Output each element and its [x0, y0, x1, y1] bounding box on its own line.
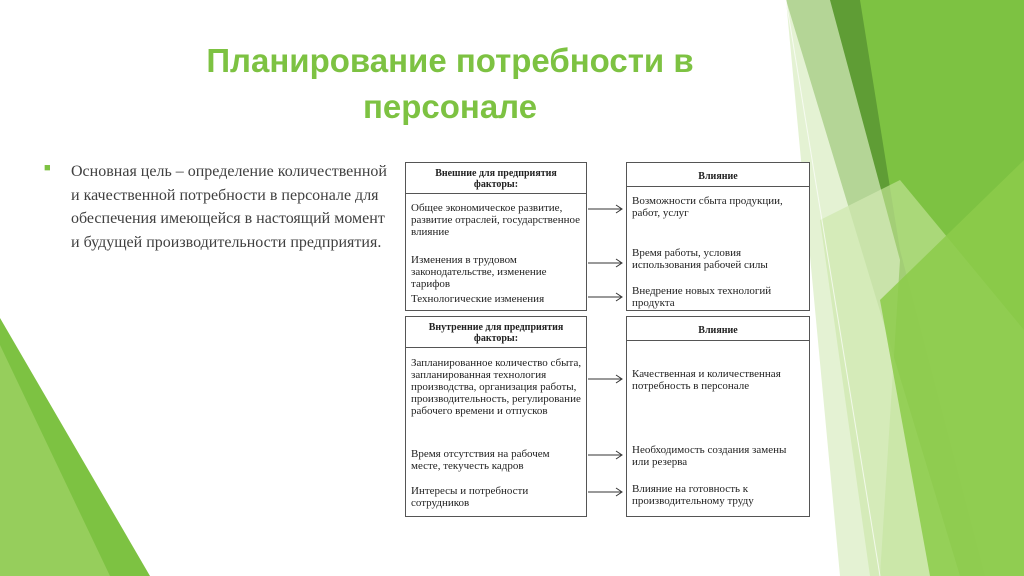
internal-influence-item: Необходимость создания замены или резерва: [632, 444, 787, 468]
external-factor-item: Изменения в трудовом законодательстве, изменение тарифов: [411, 254, 547, 290]
internal-influence-item: Влияние на готовность к производительному труду: [632, 483, 754, 507]
arrow-internal-3: [588, 486, 626, 498]
external-factor-item: Технологические изменения: [411, 293, 545, 305]
external-factor-item: Общее экономическое развитие, развитие отраслей, государственное влияние: [411, 202, 580, 238]
internal-influence-header: Влияние: [698, 325, 738, 336]
internal-factors-box: [405, 316, 587, 517]
arrow-external-2: [588, 257, 626, 269]
internal-factor-item: Интересы и потребности сотрудников: [411, 485, 529, 509]
bullet-text: Основная цель – определение количественной и качественной потребности в персонале для обеспечения имеющейся в настоящий момент и будущей производительности предприятия.: [71, 163, 387, 251]
external-influence-header: Влияние: [698, 171, 738, 182]
external-influence-item: Время работы, условия использования рабочей силы: [632, 247, 768, 271]
bullet-marker-icon: ■: [44, 162, 51, 174]
internal-influence-item: Качественная и количественная потребность в персонале: [632, 368, 781, 392]
external-factors-box: [405, 162, 587, 311]
internal-factors-header: Внутренние для предприятия факторы:: [428, 322, 564, 344]
internal-influence-box: [626, 316, 810, 517]
slide-title: Планирование потребности в персонале: [206, 42, 694, 125]
header-separator: [627, 340, 809, 341]
arrow-internal-1: [588, 373, 626, 385]
external-influence-item: Возможности сбыта продукции, работ, услуг: [632, 195, 783, 219]
header-separator: [406, 193, 586, 194]
arrow-external-1: [588, 203, 626, 215]
arrow-external-3: [588, 291, 626, 303]
header-separator: [406, 347, 586, 348]
external-factors-header: Внешние для предприятия факторы:: [435, 168, 557, 190]
header-separator: [627, 186, 809, 187]
arrow-internal-2: [588, 449, 626, 461]
internal-factor-item: Запланированное количество сбыта, запланированная технология производства, организация работы, производительность, регулирование рабочего времени и отпусков: [411, 357, 582, 417]
external-influence-item: Внедрение новых технологий продукта: [632, 285, 772, 309]
external-influence-box: [626, 162, 810, 311]
internal-factor-item: Время отсутствия на рабочем месте, текучесть кадров: [411, 448, 550, 472]
